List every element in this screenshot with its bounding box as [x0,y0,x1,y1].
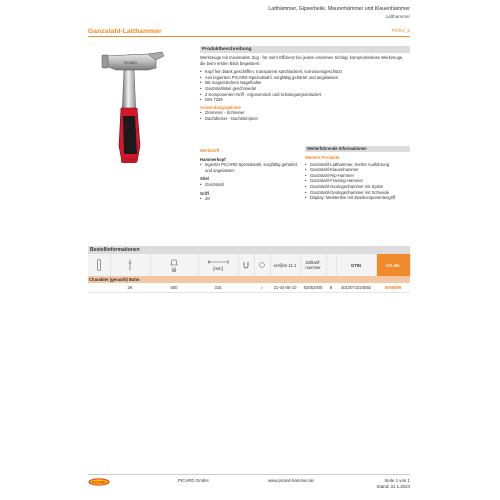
page-info [377,478,410,490]
product-title: Ganzstahl-Latthammer [88,28,162,35]
weight-col-header [150,254,198,276]
usage-item: • Zimmerer - Schreiner [200,110,410,116]
material-heading: Werkstoff [200,148,220,153]
qty-col-header [326,254,336,276]
table-row[interactable] [88,283,410,292]
order-header-row [88,254,410,276]
length-cell: 315 [198,283,238,292]
company-name: PICARD GmbH [178,478,209,483]
customs-cell: 82052000 [300,283,326,292]
head-label: Hammerkopf [200,156,226,162]
head-item: • legierter PICARD-Spezialstahl, sorgfältig gehärtet und angelassen [200,162,300,173]
description-text: Werkzeuge mit maximalem Zug - für mehr Effizienz bei jedem einzelnen Schlag: kompromisslose Werkzeuge, die beim ersten Blick begeistern. [200,55,404,66]
feature-item: • 2 Komponenten-Griff , ergonomisch und schwingungsreduziert [200,92,410,98]
grip-list [200,196,300,202]
svg-text:PICARD: PICARD [124,61,137,65]
usage-label: Anwendungsgebiete [200,104,241,110]
page-ref: PGR2_2 [391,29,410,34]
row-head-cell [88,283,110,292]
length-col-header [198,254,238,276]
header-title: Latthämmer, Gipserbeile, Maurerhämmer und Klauenhämmer [268,6,410,12]
weight-cell: 600 [150,283,198,292]
feature-item: • DIN 7239 [200,97,410,103]
more-product-link[interactable]: • Display: Meisterline mit Zweikomponentengriff [305,195,410,201]
more-products-label: Weitere Produkte [305,155,340,160]
grip-label: Griff [200,190,209,196]
weight-unit: [g] [171,267,177,272]
more-info-section [305,146,410,201]
handle-item: • Ganzstahl [200,182,300,188]
more-product-link[interactable]: • Ganzstahl-Rip-Hammer [305,173,410,179]
more-products-list [305,162,410,201]
document-header [268,6,410,20]
check-cell: ✓ [254,283,270,292]
qty-cell: 6 [326,283,336,292]
order-heading: Bestellinformationen [88,246,410,254]
feature-item: • Kopf fein blank geschliffen, transparent sprühlackiert, korrosionsgeschützt [200,69,410,75]
ecl-cell: 21-04-05-10 [270,283,300,292]
product-description [200,46,410,122]
more-product-link[interactable]: • Ganzstahl-Framing-Hammer [305,178,410,184]
grip-cell: 2K [110,283,150,292]
ecl-col-header: ecl@ss 11.1 [270,254,300,276]
magnet-cell [238,283,254,292]
usage-item: • Dachdecker - Dachklempner [200,116,410,122]
usage-list [200,110,410,121]
product-title-bar [88,28,410,37]
magnet-icon [238,254,254,276]
more-product-link[interactable]: • Ganzstahl-Geologenhammer mit Spitze [305,184,410,190]
grip-icon [110,254,150,276]
more-info-heading: Weiterführende Informationen [305,146,410,152]
order-section [88,246,410,293]
head-list [200,162,300,173]
hammer-photo [96,46,216,166]
more-product-link[interactable]: • Ganzstahl-Geologenhammer mit Schneide [305,190,410,196]
art-col-header: Art.-Nr. [376,254,410,276]
feature-item: • Ganzstahlstiel geschmiedet [200,86,410,92]
feature-item: • Aus legiertem PICARD-Spezialstahl, sorgfältig gehärtet und angelassen [200,75,410,81]
description-heading: Produktbeschreibung [200,46,410,53]
gtin-cell: 4010071024592 [336,283,376,292]
customs-col-header: Zolltarif-nummer [300,254,326,276]
picard-logo [88,478,110,486]
more-product-link[interactable]: • Ganzstahl-Klauenhammer [305,167,410,173]
grip-item: • 2K [200,196,300,202]
handle-list [200,182,300,188]
hammer-head-icon [88,254,110,276]
header-subtitle: Latthammer [385,14,410,19]
more-product-link[interactable]: • Ganzstahl-Latthammer, leichte Ausführung [305,162,410,168]
check-col-icon [254,254,270,276]
feature-list [200,69,410,103]
group-label: Charakter (gerauht) Bahn [88,276,410,283]
gtin-col-header: GTIN [336,254,376,276]
length-icon [207,259,229,265]
logo-text: PICARD [92,480,106,485]
website-link[interactable]: www.picard-hammer.de [268,478,314,483]
order-table [88,254,411,293]
page-date: Stand: 31.1.2024 [376,484,410,489]
group-row [88,276,410,283]
handle-label: Stiel [200,176,209,182]
page-number: Seite 1 von 1 [384,478,410,483]
page-footer [88,474,410,492]
art-number-link[interactable]: 0068999 [376,283,410,292]
feature-item: • Mit magnetischem Nagelhalter [200,80,410,86]
weight-icon [170,258,178,266]
material-section [200,146,300,202]
length-unit: [mm] [213,266,223,271]
